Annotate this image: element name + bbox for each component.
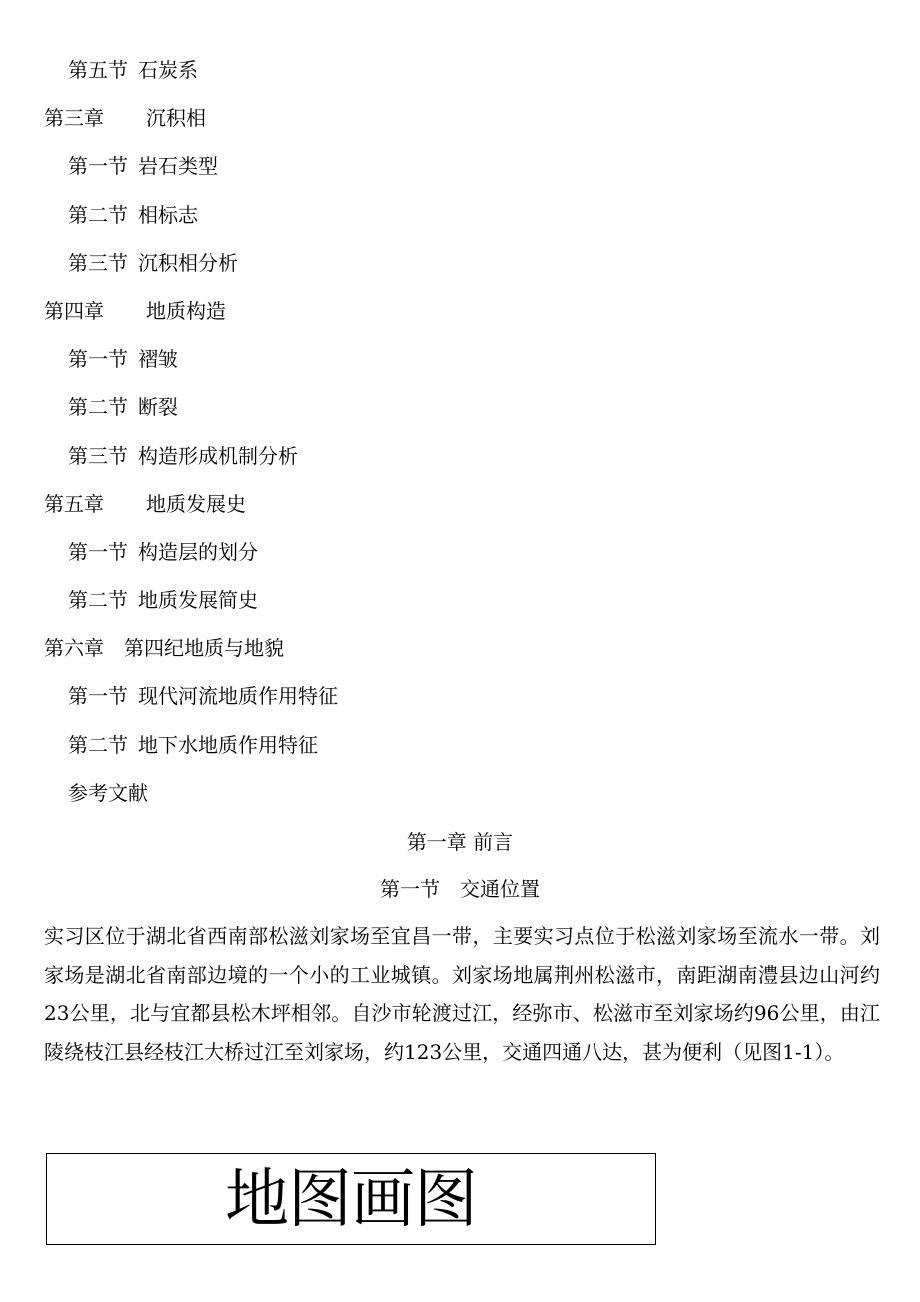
toc-entry xyxy=(0,576,920,624)
toc-label: 第三节 xyxy=(68,443,128,468)
toc-label: 第四章 xyxy=(44,298,104,323)
toc-title: 地质发展简史 xyxy=(138,588,258,613)
toc-title: 石炭系 xyxy=(138,58,198,82)
toc-title: 岩石类型 xyxy=(138,154,218,179)
toc-title: 地质构造 xyxy=(146,298,226,323)
toc-label: 第五章 xyxy=(44,491,104,516)
toc-entry xyxy=(0,335,920,383)
toc-entry xyxy=(0,432,920,480)
toc-title: 地下水地质作用特征 xyxy=(138,732,318,757)
toc-title: 现代河流地质作用特征 xyxy=(138,684,338,709)
chapter-heading: 第一章 前言 xyxy=(406,830,514,854)
toc-title: 沉积相 xyxy=(146,106,206,131)
toc-label: 第一节 xyxy=(68,684,128,709)
toc-title: 第四纪地质与地貌 xyxy=(124,636,284,661)
toc-label: 第二节 xyxy=(68,732,128,757)
toc-entry xyxy=(0,383,920,431)
toc-label: 第五节 xyxy=(68,58,128,82)
toc-title: 地质发展史 xyxy=(146,491,246,516)
toc-label: 第三节 xyxy=(68,250,128,275)
toc-title: 断裂 xyxy=(138,395,178,420)
toc-title: 参考文献 xyxy=(68,780,148,805)
toc-title: 构造层的划分 xyxy=(138,539,258,564)
toc-label: 第六章 xyxy=(44,636,104,661)
toc-entry xyxy=(0,239,920,287)
toc-label: 第一节 xyxy=(68,154,128,179)
toc-entry xyxy=(0,142,920,190)
toc-label: 第二节 xyxy=(68,395,128,420)
toc-label: 第一节 xyxy=(68,539,128,564)
map-placeholder-text: 地图画图 xyxy=(225,1163,477,1237)
body-paragraph: 实习区位于湖北省西南部松滋刘家场至宜昌一带，主要实习点位于松滋刘家场至流水一带。刘家场是湖北省南部边境的一个小的工业城镇。刘家场地属荆州松滋市，南距湖南澧县边山河约23公里，北与宜都县松木坪相邻。自沙市轮渡过江，经弥市、松滋市至刘家场约96公里，由江陵绕枝江县经枝江大桥过江至刘家场，约123公里，交通四通八达，甚为便利（见图1-1）。 xyxy=(44,924,880,1064)
table-of-contents xyxy=(0,46,920,817)
toc-title: 构造形成机制分析 xyxy=(138,443,298,468)
toc-entry xyxy=(0,191,920,239)
toc-title: 沉积相分析 xyxy=(138,250,238,275)
toc-entry xyxy=(0,480,920,528)
map-placeholder-box xyxy=(46,1153,656,1245)
toc-label: 第三章 xyxy=(44,106,104,131)
toc-entry xyxy=(0,672,920,720)
toc-label: 第二节 xyxy=(68,588,128,613)
toc-title: 褶皱 xyxy=(138,347,178,372)
toc-entry xyxy=(0,94,920,142)
toc-entry xyxy=(0,287,920,335)
toc-entry xyxy=(0,624,920,672)
section-heading: 第一节 交通位置 xyxy=(380,877,540,901)
toc-entry xyxy=(0,769,920,817)
toc-entry xyxy=(0,721,920,769)
toc-title: 相标志 xyxy=(138,202,198,227)
toc-label: 第二节 xyxy=(68,202,128,227)
toc-label: 第一节 xyxy=(68,347,128,372)
toc-entry xyxy=(0,528,920,576)
toc-entry xyxy=(0,46,920,94)
